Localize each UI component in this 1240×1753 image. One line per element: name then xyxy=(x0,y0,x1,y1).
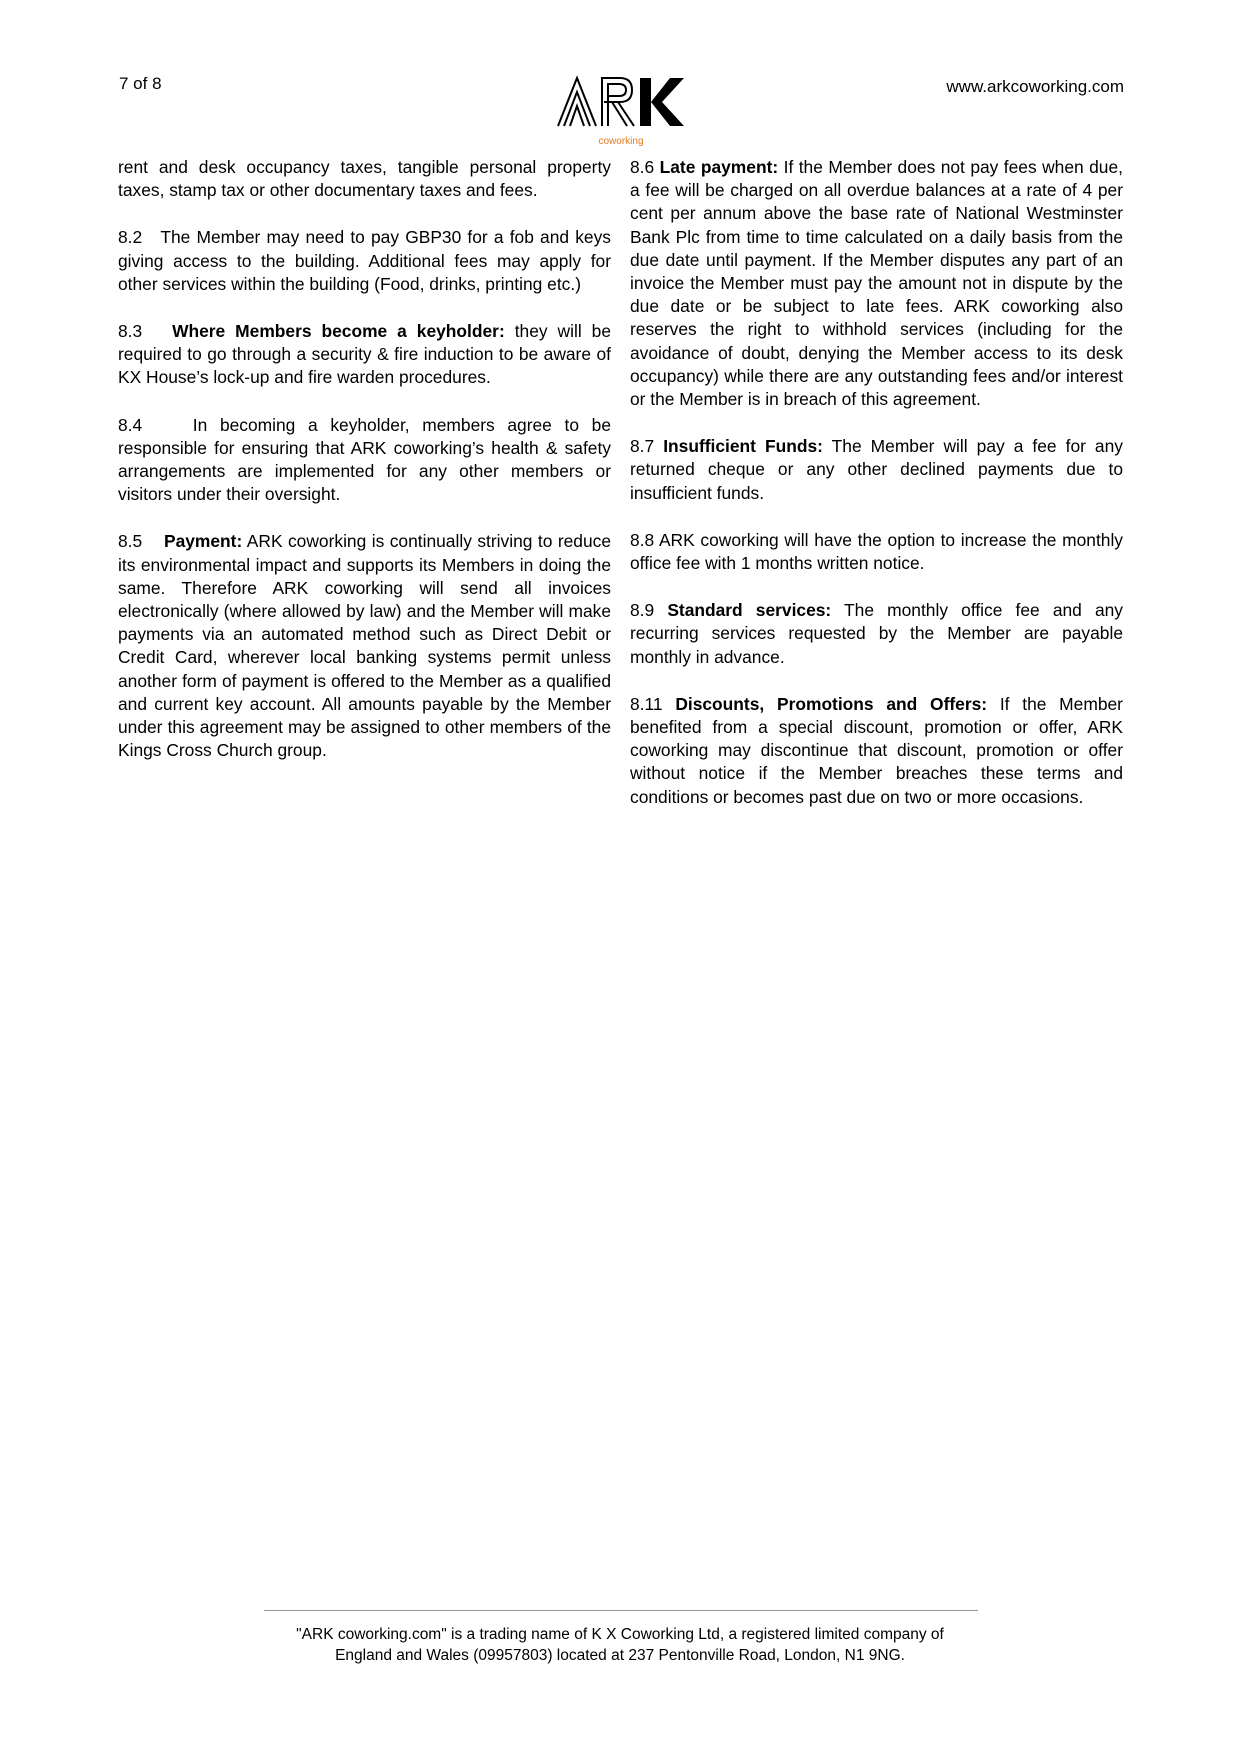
website-url[interactable]: www.arkcoworking.com xyxy=(946,77,1124,96)
clause-number: 8.3 xyxy=(118,321,143,342)
clause-heading: Payment: xyxy=(163,531,243,552)
clause-8-3 xyxy=(118,320,611,390)
clause-number: 8.8 xyxy=(630,529,655,550)
clause-8-11 xyxy=(630,693,1123,809)
clause-number: 8.6 xyxy=(630,157,655,177)
clause-text: ARK coworking is continually striving to reduce its environmental impact and supports its Members in doing the same. Therefore ARK coworking will send all invoices electronically (where allowed by law) and the Member will make payments via an automated method such as Direct Debit or Credit Card, wherever local banking systems permit unless another form of payment is offered to the Member as a qualified and current key account. All amounts payable by the Member under this agreement may be assigned to other members of the Kings Cross Church group. xyxy=(118,531,612,761)
clause-heading: Late payment: xyxy=(659,157,779,177)
clause-heading: Insufficient Funds: xyxy=(663,436,823,457)
clause-heading: Discounts, Promotions and Offers: xyxy=(675,693,988,714)
clause-8-6 xyxy=(630,156,1123,411)
clause-8-8 xyxy=(630,529,1123,575)
clause-text: If the Member does not pay fees when due, a fee will be charged on all overdue balances at a rate of 4 per cent per annum above the base rate of National Westminster Bank Plc from time to time calculated on a daily basis from the due date until payment. If the Member disputes any part of an invoice the Member must pay the amount not in dispute by the due date or be subject to late fees. ARK coworking also reserves the right to withhold services (including for the avoidance of doubt, denying the Member access to its desk occupancy) while there are any outstanding fees and/or interest or the Member is in breach of this agreement. xyxy=(630,157,1123,410)
ark-logo-mark xyxy=(556,74,686,134)
clause-number: 8.9 xyxy=(630,600,655,621)
clause-8-7 xyxy=(630,435,1123,505)
clause-8-2 xyxy=(118,226,611,296)
page-number: 7 of 8 xyxy=(119,74,162,93)
clause-number: 8.11 xyxy=(630,693,663,714)
clause-8-5 xyxy=(118,530,611,762)
footer-line-2: England and Wales (09957803) located at 237 Pentonville Road, London, N1 9NG. xyxy=(335,1647,905,1664)
clause-text: ARK coworking will have the option to increase the monthly office fee with 1 months written notice. xyxy=(630,529,1124,574)
right-column xyxy=(630,156,1123,833)
clause-text: rent and desk occupancy taxes, tangible personal property taxes, stamp tax or other documentary taxes and fees. xyxy=(118,157,611,201)
clause-text: The Member may need to pay GBP30 for a fob and keys giving access to the building. Additional fees may apply for other services within the building (Food, drinks, printing etc.) xyxy=(118,227,611,294)
left-column xyxy=(118,156,611,786)
clause-heading: Where Members become a keyholder: xyxy=(172,321,505,342)
clause-text: The Member will pay a fee for any returned cheque or any other declined payments due to insufficient funds. xyxy=(630,436,1123,503)
footer xyxy=(200,1624,1040,1666)
clause-text: If the Member benefited from a special discount, promotion or offer, ARK coworking may discontinue that discount, promotion or offer without notice if the Member breaches these terms and conditions or becomes past due on two or more occasions. xyxy=(630,693,1123,807)
clause-8-1-continuation xyxy=(118,156,611,202)
logo-subtext: coworking xyxy=(598,136,644,147)
clause-8-4 xyxy=(118,414,611,507)
clause-text: they will be required to go through a security & fire induction to be aware of KX House’s lock-up and fire warden procedures. xyxy=(118,321,611,388)
clause-text: In becoming a keyholder, members agree to be responsible for ensuring that ARK coworking’s health & safety arrangements are implemented for any other members or visitors under their oversight. xyxy=(118,414,612,505)
ark-coworking-logo xyxy=(556,74,686,150)
clause-8-9 xyxy=(630,599,1123,669)
footer-divider xyxy=(264,1610,978,1611)
clause-number: 8.4 xyxy=(118,414,143,435)
clause-number: 8.2 xyxy=(118,227,143,248)
clause-number: 8.7 xyxy=(630,436,655,457)
clause-text: The monthly office fee and any recurring services requested by the Member are payable monthly in advance. xyxy=(630,600,1123,667)
footer-line-1: "ARK coworking.com" is a trading name of K X Coworking Ltd, a registered limited company of xyxy=(296,1626,944,1643)
clause-heading: Standard services: xyxy=(667,600,832,621)
clause-number: 8.5 xyxy=(118,531,143,552)
